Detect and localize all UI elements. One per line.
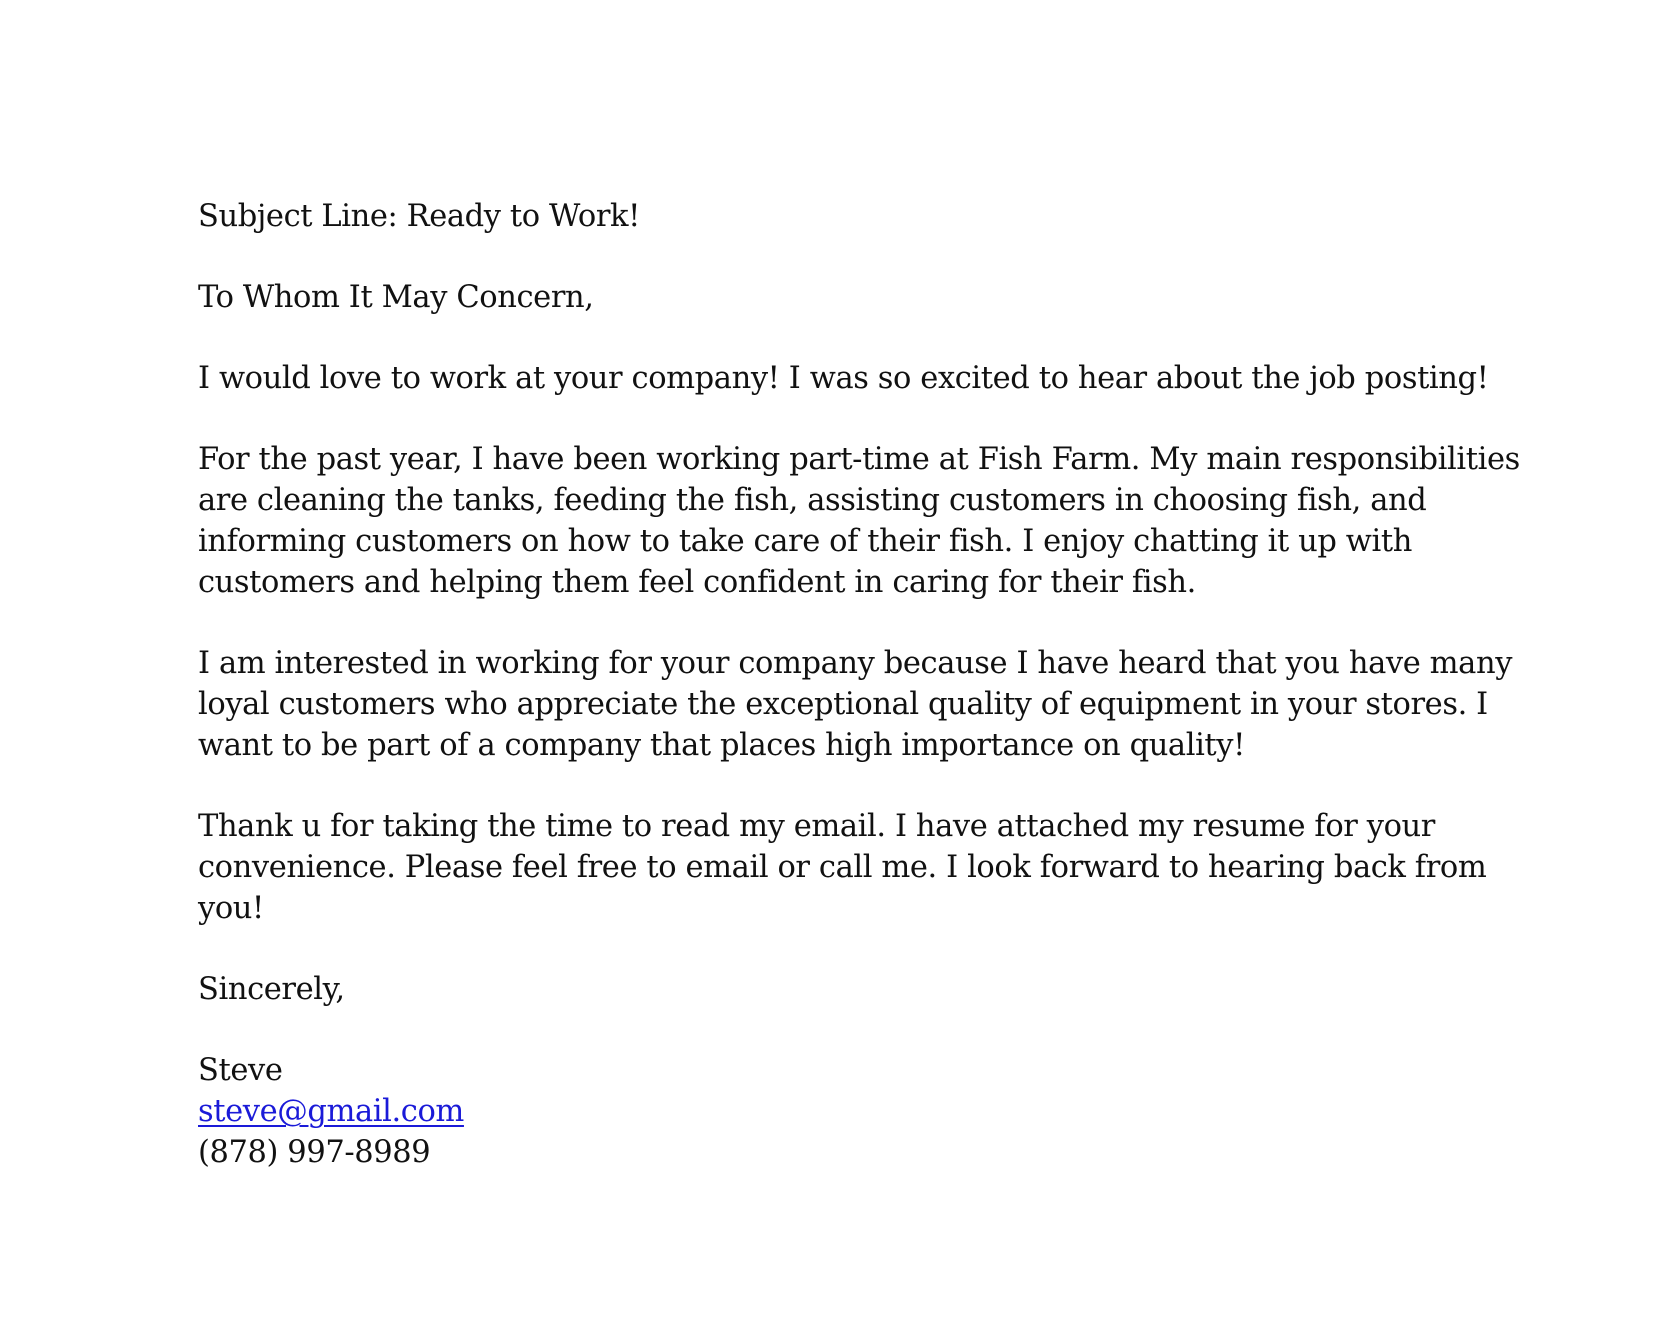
interest-paragraph	[198, 643, 1513, 766]
closing	[198, 969, 1498, 1010]
paragraph-line: loyal customers who appreciate the exceptional quality of equipment in your stores. I	[198, 687, 1488, 722]
paragraph-line: Thank u for taking the time to read my email. I have attached my resume for your	[198, 809, 1435, 844]
subject-text: Subject Line: Ready to Work!	[198, 199, 640, 234]
intro-text: I would love to work at your company! I was so excited to hear about the job posting!	[198, 361, 1489, 396]
signature-name: Steve	[198, 1053, 283, 1088]
signature-phone: (878) 997-8989	[198, 1135, 431, 1170]
experience-paragraph	[198, 439, 1520, 603]
paragraph-line: convenience. Please feel free to email or call me. I look forward to hearing back from	[198, 850, 1487, 885]
greeting-text: To Whom It May Concern,	[198, 280, 594, 315]
cover-letter	[198, 196, 1520, 1213]
paragraph-line: want to be part of a company that places high importance on quality!	[198, 728, 1245, 763]
subject-line	[198, 196, 1498, 237]
paragraph-line: you!	[198, 891, 264, 926]
email-link[interactable]: steve@gmail.com	[198, 1094, 464, 1129]
paragraph-line: informing customers on how to take care of their fish. I enjoy chatting it up with	[198, 524, 1412, 559]
paragraph-line: I am interested in working for your company because I have heard that you have many	[198, 646, 1513, 681]
paragraph-line: For the past year, I have been working part-time at Fish Farm. My main responsibilities	[198, 442, 1520, 477]
paragraph-line: customers and helping them feel confident in caring for their fish.	[198, 565, 1196, 600]
greeting	[198, 277, 1498, 318]
signature-email-line	[198, 1091, 1498, 1132]
paragraph-line: are cleaning the tanks, feeding the fish, assisting customers in choosing fish, and	[198, 483, 1427, 518]
intro-paragraph	[198, 358, 1498, 399]
closing-text: Sincerely,	[198, 972, 345, 1007]
thanks-paragraph	[198, 806, 1498, 929]
signature-block	[198, 1050, 1498, 1173]
